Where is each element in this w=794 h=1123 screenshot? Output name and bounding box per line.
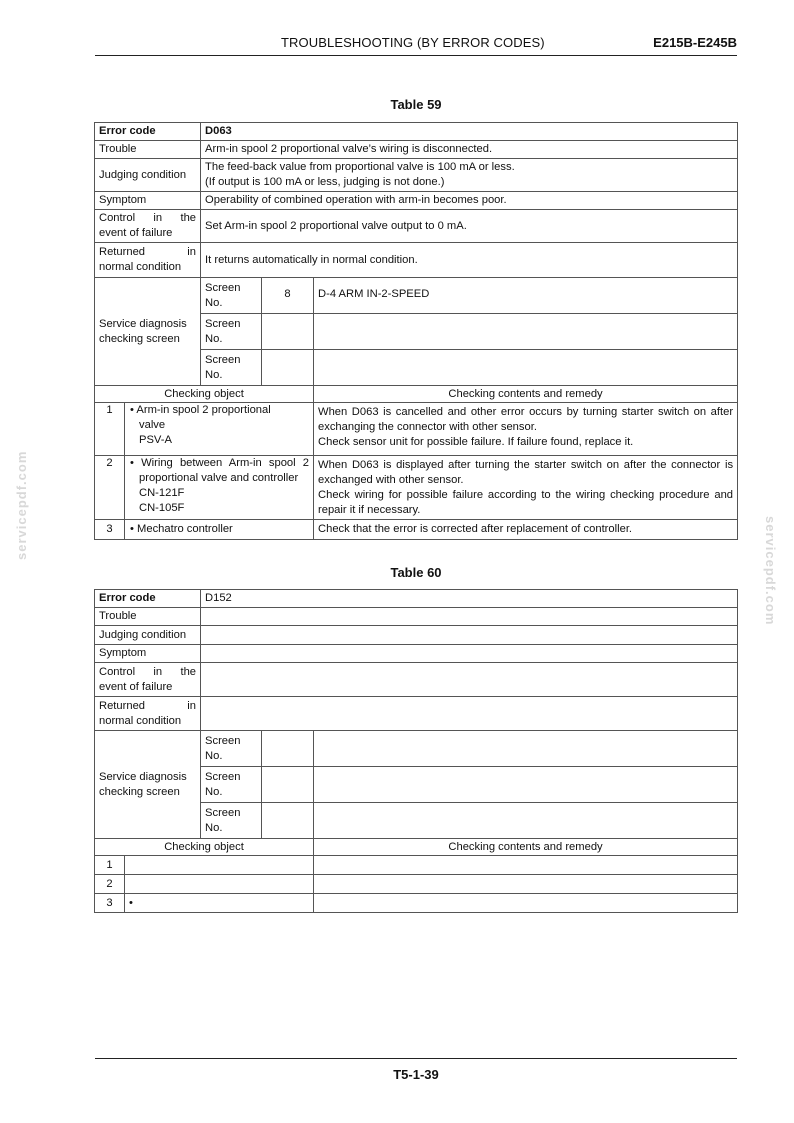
row-checking-header [95,839,738,856]
row-error-code [95,123,738,141]
screen-word: Screen [205,353,241,366]
checking-object-cell: • [125,894,314,913]
trouble-value: Arm-in spool 2 proportional valve’s wiring is disconnected. [201,141,738,159]
error-code-value: D063 [201,123,738,141]
trouble-value [201,608,738,626]
remedy-line: When D063 is displayed after turning the starter switch on after the connector is exchanged with other sensor. [318,459,734,486]
item-number: 1 [95,856,125,875]
checking-object-cell [125,520,314,540]
label-service-diagnosis [95,278,201,386]
item-number: 2 [95,456,125,520]
screen-word: Screen [205,770,241,783]
label-returned-line-2: normal condition [99,714,182,727]
symptom-value: Operability of combined operation with arm-in becomes poor. [201,192,738,210]
label-trouble: Trouble [95,608,201,626]
table-row [95,520,738,540]
screen-2-description [314,314,738,350]
label-service-line-1: Service diagnosis [99,317,187,330]
screen-word: Screen [205,317,241,330]
screen-label-1 [201,731,262,767]
label-control-line-2: event of failure [99,680,173,693]
screen-2-number [262,767,314,803]
screen-label-2 [201,767,262,803]
row-judging-condition [95,159,738,192]
row-judging-condition [95,626,738,645]
checking-contents-header: Checking contents and remedy [314,839,738,856]
object-line: • Wiring between Arm-in spool 2 proportional valve and controller [130,457,310,484]
checking-object-header: Checking object [95,839,314,856]
no-word: No. [205,296,223,309]
screen-1-number: 8 [262,278,314,314]
control-value [201,663,738,697]
label-service-line-1: Service diagnosis [99,770,187,783]
object-line: • Mechatro controller [130,523,233,535]
label-returned-line-2: normal condition [99,261,182,273]
label-service-diagnosis [95,731,201,839]
label-returned-line-1: Returned in [99,699,197,712]
screen-3-number [262,350,314,386]
label-service-line-2: checking screen [99,785,180,798]
object-line: CN-121F [139,487,185,499]
remedy-line: Check wiring for possible failure according to the wiring checking procedure and repair it if necessary. [318,489,734,516]
label-service-line-2: checking screen [99,332,180,345]
row-trouble [95,141,738,159]
no-word: No. [205,749,223,762]
table-row [95,894,738,913]
label-error-code: Error code [95,590,201,608]
remedy-cell [314,856,738,875]
item-number: 1 [95,403,125,456]
table-60-caption: Table 60 [390,565,442,580]
row-returned [95,697,738,731]
screen-3-description [314,350,738,386]
label-control-line-1: Control in the [99,665,197,678]
screen-label-1 [201,278,262,314]
no-word: No. [205,785,223,798]
screen-label-3 [201,803,262,839]
header-title: TROUBLESHOOTING (BY ERROR CODES) [281,35,545,50]
checking-object-cell [125,456,314,520]
remedy-cell [314,456,738,520]
label-control-line-2: event of failure [99,227,173,239]
header-model: E215B-E245B [653,35,737,50]
row-symptom [95,192,738,210]
table-60 [94,589,738,913]
watermark-left: servicepdf.com [14,450,29,560]
table-row [95,856,738,875]
screen-label-3 [201,350,262,386]
remedy-cell [314,875,738,894]
label-returned [95,243,201,278]
remedy-cell [314,894,738,913]
remedy-cell [314,520,738,540]
judging-line-2: (If output is 100 mA or less, judging is not done.) [205,176,445,188]
screen-label-2 [201,314,262,350]
item-number: 2 [95,875,125,894]
checking-object-header: Checking object [95,386,314,403]
remedy-line: Check that the error is corrected after replacement of controller. [318,523,633,535]
no-word: No. [205,821,223,834]
object-line: valve [139,419,166,431]
no-word: No. [205,368,223,381]
page-header [95,26,737,56]
label-symptom: Symptom [95,192,201,210]
label-judging-condition: Judging condition [95,626,201,645]
page-number: T5-1-39 [393,1067,439,1082]
screen-3-description [314,803,738,839]
label-control [95,663,201,697]
symptom-value [201,645,738,663]
row-trouble [95,608,738,626]
label-error-code: Error code [95,123,201,141]
judging-condition-value [201,159,738,192]
returned-value [201,697,738,731]
checking-object-cell [125,403,314,456]
error-code-value: D152 [201,590,738,608]
screen-2-number [262,314,314,350]
object-line: CN-105F [139,502,185,514]
checking-object-cell [125,856,314,875]
table-row [95,456,738,520]
screen-1-description: D-4 ARM IN-2-SPEED [314,278,738,314]
row-screen-1 [95,278,738,314]
label-symptom: Symptom [95,645,201,663]
screen-word: Screen [205,734,241,747]
screen-word: Screen [205,806,241,819]
object-line: • Arm-in spool 2 proportional [130,404,271,416]
checking-contents-header: Checking contents and remedy [314,386,738,403]
label-trouble: Trouble [95,141,201,159]
label-control [95,210,201,243]
remedy-line: When D063 is cancelled and other error occurs by turning starter switch on after exchanging the connector with other sensor. [318,406,734,433]
label-returned [95,697,201,731]
no-word: No. [205,332,223,345]
table-row [95,403,738,456]
screen-1-description [314,731,738,767]
row-returned [95,243,738,278]
page-footer [95,1058,737,1082]
row-error-code [95,590,738,608]
label-judging-condition: Judging condition [95,159,201,192]
table-59-caption: Table 59 [390,97,442,112]
screen-1-number [262,731,314,767]
control-value: Set Arm-in spool 2 proportional valve output to 0 mA. [201,210,738,243]
label-returned-line-1: Returned in [99,246,197,258]
judging-line-1: The feed-back value from proportional valve is 100 mA or less. [205,161,515,173]
row-control [95,210,738,243]
screen-word: Screen [205,281,241,294]
remedy-cell [314,403,738,456]
object-line: PSV-A [139,434,172,446]
screen-2-description [314,767,738,803]
remedy-line: Check sensor unit for possible failure. If failure found, replace it. [318,436,634,448]
row-checking-header [95,386,738,403]
screen-3-number [262,803,314,839]
judging-condition-value [201,626,738,645]
item-number: 3 [95,894,125,913]
row-screen-1 [95,731,738,767]
table-row [95,875,738,894]
returned-value: It returns automatically in normal condition. [201,243,738,278]
watermark-right: servicepdf.com [763,516,778,626]
row-symptom [95,645,738,663]
table-59 [94,122,738,540]
row-control [95,663,738,697]
checking-object-cell [125,875,314,894]
item-number: 3 [95,520,125,540]
label-control-line-1: Control in the [99,212,197,224]
